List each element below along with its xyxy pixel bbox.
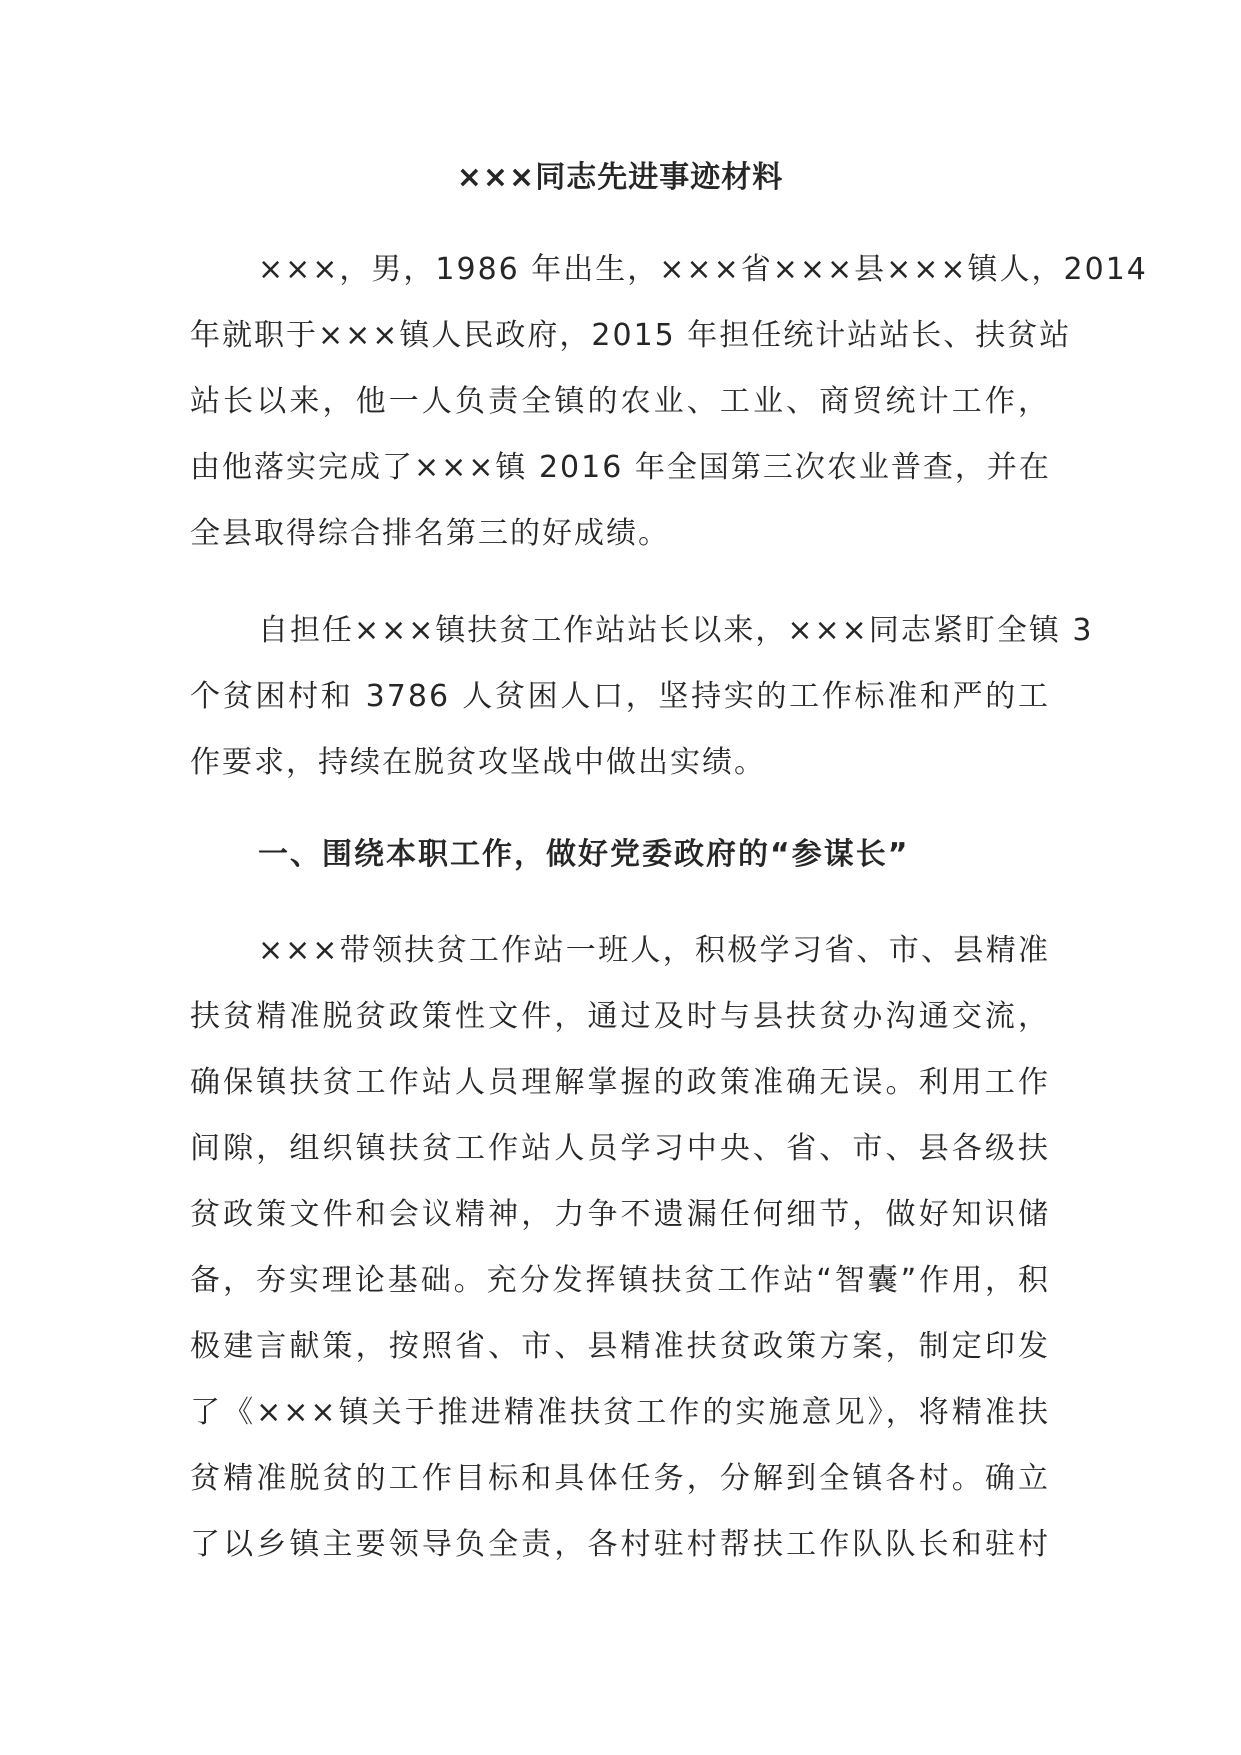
- paragraph-line: 极建言献策，按照省、市、县精准扶贫政策方案，制定印发: [190, 1329, 1050, 1364]
- paragraph-line: 由他落实完成了×××镇 2016 年全国第三次农业普查，并在: [190, 450, 1051, 485]
- paragraph-line: 作要求，持续在脱贫攻坚战中做出实绩。: [190, 745, 766, 780]
- paragraph-line: 间隙，组织镇扶贫工作站人员学习中央、省、市、县各级扶: [190, 1131, 1050, 1166]
- paragraph-line: 个贫困村和 3786 人贫困人口，坚持实的工作标准和严的工: [190, 679, 1050, 714]
- paragraph-line: 确保镇扶贫工作站人员理解掌握的政策准确无误。利用工作: [190, 1065, 1050, 1100]
- paragraph-section-1: [190, 918, 1050, 1578]
- paragraph-line: 扶贫精准脱贫政策性文件，通过及时与县扶贫办沟通交流，: [190, 999, 1050, 1034]
- paragraph-line: 了《×××镇关于推进精准扶贫工作的实施意见》，将精准扶: [190, 1395, 1050, 1430]
- paragraph-poverty-station: [190, 598, 1094, 796]
- paragraph-line: 自担任×××镇扶贫工作站站长以来，×××同志紧盯全镇 3: [258, 613, 1094, 648]
- section-heading-1: 一、围绕本职工作，做好党委政府的“参谋长”: [258, 837, 910, 872]
- document-title: ×××同志先进事迹材料: [456, 160, 784, 195]
- paragraph-line: ×××带领扶贫工作站一班人，积极学习省、市、县精准: [258, 933, 1050, 968]
- paragraph-line: 站长以来，他一人负责全镇的农业、工业、商贸统计工作，: [190, 384, 1050, 419]
- paragraph-line: 全县取得综合排名第三的好成绩。: [190, 516, 670, 551]
- paragraph-line: 贫精准脱贫的工作目标和具体任务，分解到全镇各村。确立: [190, 1461, 1050, 1496]
- paragraph-line: 备，夯实理论基础。充分发挥镇扶贫工作站“智囊”作用，积: [190, 1263, 1050, 1298]
- paragraph-line: 贫政策文件和会议精神，力争不遗漏任何细节，做好知识储: [190, 1197, 1050, 1232]
- paragraph-line: 年就职于×××镇人民政府，2015 年担任统计站站长、扶贫站: [190, 318, 1072, 353]
- paragraph-intro: [190, 237, 1148, 567]
- paragraph-line: ×××，男，1986 年出生，×××省×××县×××镇人，2014: [258, 252, 1148, 287]
- paragraph-line: 了以乡镇主要领导负全责，各村驻村帮扶工作队队长和驻村: [190, 1527, 1050, 1562]
